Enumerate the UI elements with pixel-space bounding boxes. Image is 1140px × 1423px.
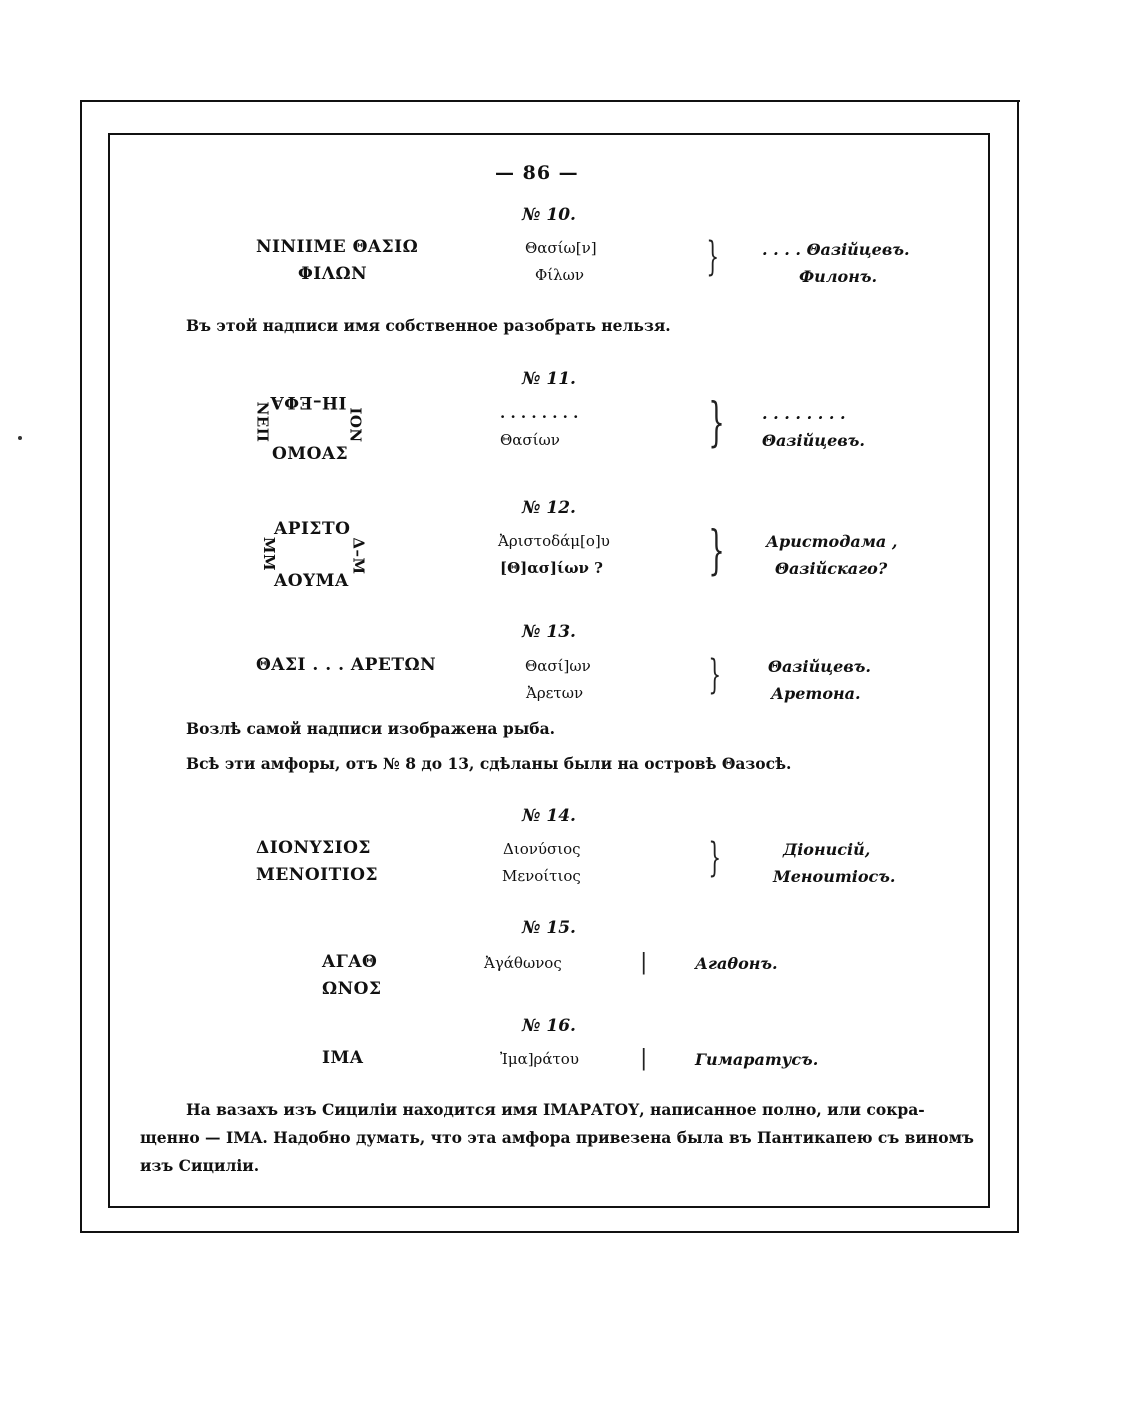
entry-12-russian-line2: Θазійскаго? bbox=[775, 559, 888, 578]
entry-10-greek-line1: Θασίω[ν] bbox=[525, 239, 597, 257]
outer-bottom-rule bbox=[80, 1231, 1019, 1233]
entry-10-number: № 10. bbox=[522, 205, 576, 225]
entry-13-inscription: ΘΑΣΙ . . . ΑΡΕΤΩΝ bbox=[256, 655, 437, 675]
entry-13-russian-line2: Аретона. bbox=[771, 684, 861, 703]
entry-16-number: № 16. bbox=[522, 1016, 576, 1036]
entry-10-note: Въ этой надписи имя собственное разобрать нельзя. bbox=[186, 316, 671, 335]
page-number: — 86 — bbox=[495, 162, 579, 184]
final-paragraph-line3: изъ Сициліи. bbox=[140, 1156, 260, 1175]
entry-10-brace: } bbox=[706, 234, 720, 280]
entry-14-russian-line2: Меноитіосъ. bbox=[773, 867, 896, 886]
entry-15-russian: Агаθонъ. bbox=[695, 954, 778, 973]
entry-12-inscription-top: ΑΡΙΣΤΟ bbox=[274, 519, 351, 539]
entry-13-greek-line2: Ἀρετων bbox=[526, 684, 584, 702]
entry-13-number: № 13. bbox=[522, 622, 576, 642]
entry-15-separator: | bbox=[640, 950, 648, 975]
entry-10-inscription-line2: ΦΙΛΩΝ bbox=[298, 264, 368, 284]
entry-12-inscription-left: ΜΜ bbox=[260, 536, 279, 572]
entry-14-inscription-line2: ΜΕΝΟΙΤΙΟΣ bbox=[256, 865, 379, 885]
entry-12-greek-line1: Ἀριστοδάμ[ο]υ bbox=[498, 532, 610, 550]
entry-15-number: № 15. bbox=[522, 918, 576, 938]
inner-bottom-rule bbox=[108, 1206, 990, 1208]
page-speck bbox=[18, 436, 22, 440]
entry-10-russian-line2: Филонъ. bbox=[799, 267, 878, 286]
entry-13-greek-line1: Θασί]ων bbox=[525, 657, 591, 675]
outer-left-rule bbox=[80, 100, 82, 1232]
entry-14-inscription-line1: ΔΙΟΝΥΣΙΟΣ bbox=[256, 838, 371, 858]
entry-15-inscription-line2: ΩΝΟΣ bbox=[322, 979, 382, 999]
entry-11-russian-line2: Θазійцевъ. bbox=[762, 431, 865, 450]
entry-14-greek-line2: Μενοίτιος bbox=[502, 867, 581, 885]
entry-11-inscription-right: ΙΟΝ bbox=[346, 407, 365, 443]
entry-14-greek-line1: Διονύσιος bbox=[503, 840, 581, 858]
entry-11-greek-line1: . . . . . . . . bbox=[500, 404, 579, 422]
final-paragraph bbox=[140, 1096, 974, 1180]
outer-top-rule bbox=[80, 100, 1020, 102]
entry-16-greek: Ἰμα]ράτου bbox=[500, 1050, 579, 1068]
entry-11-russian-line1: . . . . . . . . bbox=[762, 404, 846, 423]
entry-14-number: № 14. bbox=[522, 806, 576, 826]
entry-12-greek-line2: [Θ]ασ]ίων ? bbox=[500, 559, 603, 577]
entry-14-brace: } bbox=[708, 835, 722, 881]
entry-13-note-thasos: Всѣ эти амфоры, отъ № 8 до 13, сдѣланы были на островѣ Θазосѣ. bbox=[186, 754, 792, 773]
entry-12-inscription-bottom: ΑΟΥΜΑ bbox=[274, 571, 349, 591]
entry-10-russian-line1: . . . . Θазійцевъ. bbox=[762, 240, 910, 259]
entry-10-greek-line2: Φίλων bbox=[535, 266, 585, 284]
entry-11-inscription-left: ΝΕΠ bbox=[253, 401, 272, 443]
entry-16-separator: | bbox=[640, 1046, 648, 1071]
entry-13-russian-line1: Θазійцевъ. bbox=[768, 657, 871, 676]
entry-11-inscription-top: IH–ΕΦΑ bbox=[270, 392, 347, 412]
inner-top-rule bbox=[110, 133, 990, 135]
entry-12-brace: } bbox=[708, 521, 725, 581]
entry-14-russian-line1: Діонисій, bbox=[783, 840, 871, 859]
entry-16-inscription: ΙΜΑ bbox=[322, 1048, 364, 1068]
entry-11-brace: } bbox=[708, 393, 725, 453]
entry-11-greek-line2: Θασίων bbox=[500, 431, 560, 449]
entry-12-russian-line1: Аристодама , bbox=[766, 532, 898, 551]
entry-13-note-fish: Возлѣ самой надписи изображена рыба. bbox=[186, 719, 556, 738]
inner-right-rule bbox=[988, 133, 990, 1208]
entry-13-brace: } bbox=[708, 652, 722, 698]
final-paragraph-line1: На вазахъ изъ Сициліи находится имя ΙΜΑΡΑΤΟΥ, написанное полно, или сокра- bbox=[186, 1100, 925, 1119]
final-paragraph-line2: щенно — ΙΜΑ. Надобно думать, что эта амфора привезена была въ Пантикапею съ виномъ bbox=[140, 1128, 974, 1147]
outer-right-rule bbox=[1017, 100, 1019, 1232]
inner-left-rule bbox=[108, 133, 110, 1208]
entry-12-number: № 12. bbox=[522, 498, 576, 518]
entry-15-inscription-line1: ΑΓΑΘ bbox=[322, 952, 378, 972]
entry-11-inscription-bottom: ΟΜΟΑΣ bbox=[272, 444, 349, 464]
entry-16-russian: Гимаратусъ. bbox=[695, 1050, 819, 1069]
entry-15-greek: Ἀγάθωνος bbox=[484, 954, 562, 972]
entry-10-inscription-line1: NINIIME ΘΑΣΙΩ bbox=[256, 237, 419, 257]
entry-11-number: № 11. bbox=[522, 369, 576, 389]
entry-12-inscription-right: Δ–Μ bbox=[349, 537, 368, 575]
